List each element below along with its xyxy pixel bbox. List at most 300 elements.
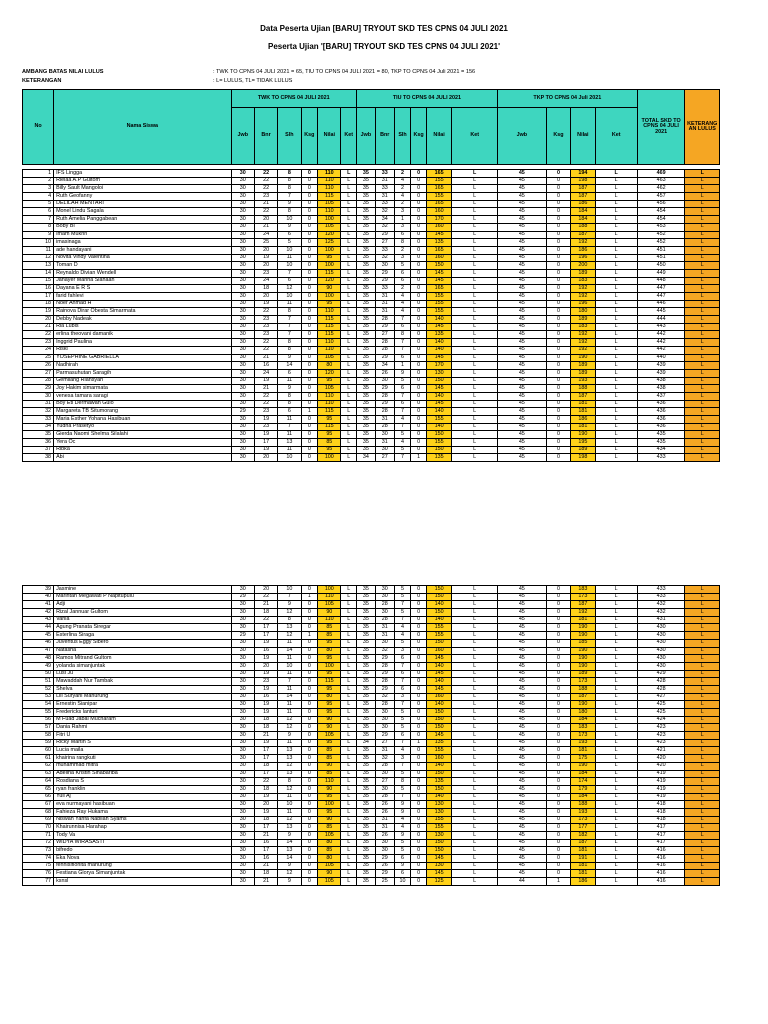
cell-tkp-nilai: 198 [571,454,595,462]
cell-tkp-ket: L [595,354,637,362]
cell-twk-bnr: 20 [254,246,277,254]
cell-tiu-slh: 2 [394,285,411,293]
cell-tkp-ksg: 1 [546,878,570,886]
cell-tiu-ket: L [452,662,498,670]
cell-keterangan: L [685,385,720,393]
cell-twk-ket: L [341,254,357,262]
cell-tiu-ket: L [452,223,498,231]
cell-no: 40 [23,593,54,601]
cell-keterangan: L [685,331,720,339]
cell-twk-jwb: 30 [231,647,254,655]
cell-no: 20 [23,316,54,324]
cell-tkp-ket: L [595,346,637,354]
cell-tkp-nilai: 187 [571,392,595,400]
cell-tiu-ket: L [452,385,498,393]
cell-tkp-nilai: 192 [571,609,595,617]
cell-tiu-bnr: 33 [375,285,394,293]
cell-twk-ksg: 0 [301,670,318,678]
cell-keterangan: L [685,639,720,647]
cell-keterangan: L [685,308,720,316]
cell-tkp-ket: L [595,200,637,208]
cell-tiu-nilai: 150 [426,586,452,594]
cell-tiu-ksg: 0 [411,855,427,863]
cell-tkp-ksg: 0 [546,246,570,254]
cell-tiu-bnr: 29 [375,269,394,277]
cell-tiu-nilai: 130 [426,862,452,870]
cell-tiu-ket: L [452,839,498,847]
cell-tiu-nilai: 155 [426,747,452,755]
cell-tiu-bnr: 30 [375,446,394,454]
cell-tkp-ksg: 0 [546,185,570,193]
table-row [23,701,720,709]
cell-twk-slh: 8 [278,208,301,216]
cell-tiu-ksg: 0 [411,616,427,624]
cell-tkp-ket: L [595,208,637,216]
cell-tiu-slh: 4 [394,824,411,832]
cell-twk-ket: L [341,685,357,693]
cell-tiu-ksg: 0 [411,285,427,293]
cell-no: 33 [23,416,54,424]
cell-twk-jwb: 30 [231,231,254,239]
cell-twk-bnr: 24 [254,277,277,285]
cell-tkp-jwb: 45 [497,662,546,670]
cell-twk-slh: 13 [278,847,301,855]
cell-tiu-ket: L [452,269,498,277]
cell-nama: Toman D [54,262,232,270]
cell-tiu-bnr: 32 [375,755,394,763]
cell-twk-ksg: 0 [301,678,318,686]
cell-twk-jwb: 30 [231,601,254,609]
cell-twk-jwb: 30 [231,701,254,709]
cell-tiu-bnr: 30 [375,262,394,270]
cell-tiu-nilai: 130 [426,801,452,809]
cell-tkp-jwb: 45 [497,369,546,377]
cell-tkp-ksg: 0 [546,678,570,686]
cell-twk-bnr: 19 [254,670,277,678]
cell-twk-bnr: 16 [254,362,277,370]
cell-total: 436 [637,423,685,431]
cell-twk-slh: 9 [278,832,301,840]
cell-tiu-jwb: 35 [357,300,376,308]
cell-tkp-nilai: 190 [571,354,595,362]
cell-tiu-nilai: 155 [426,632,452,640]
cell-tkp-nilai: 177 [571,824,595,832]
cell-nama: Adelina Kristin Sinabariba [54,770,232,778]
cell-twk-jwb: 30 [231,185,254,193]
cell-twk-bnr: 24 [254,369,277,377]
cell-keterangan: L [685,862,720,870]
cell-tiu-slh: 7 [394,739,411,747]
cell-tkp-jwb: 45 [497,323,546,331]
cell-tiu-ket: L [452,423,498,431]
cell-nama: ksnsl [54,878,232,886]
cell-twk-bnr: 22 [254,170,277,178]
cell-twk-ksg: 0 [301,878,318,886]
cell-keterangan: L [685,609,720,617]
cell-nama: YOSEPHINE GABRIELLA [54,354,232,362]
cell-twk-bnr: 23 [254,423,277,431]
cell-tiu-nilai: 130 [426,369,452,377]
cell-twk-ket: L [341,793,357,801]
cell-twk-ksg: 1 [301,632,318,640]
cell-tkp-nilai: 188 [571,685,595,693]
cell-tiu-ksg: 0 [411,709,427,717]
cell-tiu-nilai: 165 [426,200,452,208]
cell-tkp-ksg: 0 [546,392,570,400]
cell-no: 10 [23,239,54,247]
cell-tiu-jwb: 35 [357,316,376,324]
cell-tiu-ksg: 0 [411,385,427,393]
cell-tiu-nilai: 150 [426,593,452,601]
cell-tkp-jwb: 45 [497,693,546,701]
cell-twk-ksg: 0 [301,269,318,277]
cell-tkp-nilai: 190 [571,647,595,655]
cell-tiu-jwb: 35 [357,246,376,254]
cell-twk-jwb: 30 [231,446,254,454]
cell-twk-slh: 9 [278,732,301,740]
cell-twk-nilai: 110 [318,177,341,185]
cell-total: 428 [637,678,685,686]
cell-nama: Riski [54,346,232,354]
cell-twk-ksg: 0 [301,316,318,324]
cell-twk-ket: L [341,239,357,247]
cell-tiu-bnr: 31 [375,632,394,640]
cell-keterangan: L [685,593,720,601]
cell-twk-ket: L [341,300,357,308]
cell-tiu-ket: L [452,624,498,632]
cell-nama: Gemilang Riansyah [54,377,232,385]
cell-tkp-ket: L [595,316,637,324]
cell-tkp-nilai: 184 [571,770,595,778]
cell-tkp-ket: L [595,300,637,308]
cell-tiu-bnr: 29 [375,385,394,393]
cell-twk-ket: L [341,678,357,686]
cell-twk-jwb: 30 [231,655,254,663]
cell-tiu-nilai: 160 [426,755,452,763]
cell-tkp-nilai: 189 [571,316,595,324]
cell-twk-ket: L [341,193,357,201]
cell-tkp-jwb: 45 [497,408,546,416]
cell-tkp-ket: L [595,392,637,400]
cell-tkp-ket: L [595,647,637,655]
cell-twk-nilai: 90 [318,285,341,293]
cell-tiu-nilai: 150 [426,716,452,724]
cell-total: 435 [637,431,685,439]
table-row [23,346,720,354]
cell-twk-slh: 13 [278,770,301,778]
cell-twk-ksg: 1 [301,593,318,601]
cell-tkp-nilai: 185 [571,639,595,647]
cell-keterangan: L [685,446,720,454]
cell-keterangan: L [685,316,720,324]
cell-keterangan: L [685,431,720,439]
cell-no: 21 [23,323,54,331]
cell-twk-bnr: 23 [254,193,277,201]
table-row [23,847,720,855]
cell-tiu-ksg: 0 [411,862,427,870]
cell-twk-jwb: 30 [231,739,254,747]
cell-tiu-bnr: 28 [375,423,394,431]
cell-no: 36 [23,439,54,447]
cell-tkp-ksg: 0 [546,408,570,416]
cell-tiu-bnr: 31 [375,824,394,832]
cell-twk-jwb: 30 [231,832,254,840]
cell-tkp-nilai: 175 [571,755,595,763]
cell-twk-jwb: 30 [231,855,254,863]
cell-twk-nilai: 110 [318,400,341,408]
cell-twk-nilai: 115 [318,193,341,201]
cell-total: 439 [637,369,685,377]
cell-twk-jwb: 30 [231,724,254,732]
ambang-label: AMBANG BATAS NILAI LULUS [22,69,104,75]
cell-tiu-jwb: 35 [357,346,376,354]
cell-tiu-ksg: 0 [411,732,427,740]
cell-total: 430 [637,647,685,655]
cell-tiu-nilai: 145 [426,655,452,663]
cell-tkp-ket: L [595,685,637,693]
cell-twk-nilai: 95 [318,739,341,747]
cell-tiu-ksg: 0 [411,277,427,285]
cell-twk-ket: L [341,670,357,678]
cell-tiu-slh: 9 [394,801,411,809]
cell-tiu-ket: L [452,785,498,793]
cell-twk-ksg: 0 [301,362,318,370]
cell-twk-slh: 12 [278,632,301,640]
cell-tiu-ksg: 0 [411,185,427,193]
cell-twk-jwb: 30 [231,439,254,447]
cell-tkp-ket: L [595,847,637,855]
cell-tkp-nilai: 194 [571,170,595,178]
table-row [23,177,720,185]
cell-nama: muhammad mitra [54,762,232,770]
cell-tkp-jwb: 45 [497,354,546,362]
cell-tkp-nilai: 192 [571,239,595,247]
cell-keterangan: L [685,200,720,208]
cell-tiu-nilai: 145 [426,855,452,863]
table-row [23,223,720,231]
cell-tiu-ket: L [452,316,498,324]
cell-no: 3 [23,185,54,193]
cell-tkp-jwb: 45 [497,701,546,709]
table-row [23,762,720,770]
cell-twk-ksg: 0 [301,170,318,178]
cell-tkp-jwb: 45 [497,808,546,816]
cell-tkp-ksg: 0 [546,323,570,331]
cell-tiu-slh: 7 [394,392,411,400]
cell-tkp-ksg: 0 [546,308,570,316]
cell-total: 425 [637,701,685,709]
table-row [23,778,720,786]
cell-tkp-jwb: 45 [497,177,546,185]
cell-tiu-bnr: 31 [375,747,394,755]
cell-nama: Janayer Marina Siahaan [54,277,232,285]
cell-nama: Ruth Geofanny [54,193,232,201]
cell-tiu-nilai: 150 [426,262,452,270]
cell-tiu-jwb: 35 [357,323,376,331]
cell-tkp-jwb: 45 [497,685,546,693]
cell-tiu-jwb: 35 [357,770,376,778]
cell-tiu-slh: 6 [394,354,411,362]
cell-tiu-jwb: 35 [357,423,376,431]
cell-tiu-bnr: 29 [375,685,394,693]
cell-twk-jwb: 30 [231,785,254,793]
cell-tkp-ksg: 0 [546,454,570,462]
cell-total: 447 [637,285,685,293]
cell-twk-jwb: 30 [231,316,254,324]
cell-twk-ket: L [341,177,357,185]
cell-twk-ksg: 0 [301,354,318,362]
cell-twk-nilai: 125 [318,239,341,247]
cell-no: 44 [23,624,54,632]
cell-twk-bnr: 21 [254,878,277,886]
cell-tkp-nilai: 190 [571,701,595,709]
cell-twk-nilai: 85 [318,847,341,855]
cell-total: 418 [637,816,685,824]
cell-total: 442 [637,339,685,347]
cell-tkp-nilai: 188 [571,385,595,393]
cell-tiu-slh: 6 [394,385,411,393]
cell-total: 453 [637,223,685,231]
cell-no: 29 [23,385,54,393]
cell-tiu-ksg: 0 [411,269,427,277]
cell-no: 11 [23,246,54,254]
cell-tkp-ksg: 0 [546,662,570,670]
cell-tkp-ksg: 0 [546,747,570,755]
cell-no: 5 [23,200,54,208]
cell-tiu-slh: 5 [394,716,411,724]
cell-tiu-slh: 7 [394,793,411,801]
cell-twk-ket: L [341,262,357,270]
cell-tiu-bnr: 26 [375,808,394,816]
cell-keterangan: L [685,839,720,847]
cell-twk-ksg: 0 [301,685,318,693]
cell-twk-bnr: 21 [254,862,277,870]
table-row [23,362,720,370]
cell-tkp-nilai: 186 [571,878,595,886]
cell-twk-nilai: 105 [318,354,341,362]
results-table-part-2 [22,585,720,886]
cell-twk-jwb: 30 [231,392,254,400]
cell-total: 429 [637,670,685,678]
cell-tiu-slh: 6 [394,400,411,408]
cell-tiu-ksg: 0 [411,678,427,686]
cell-total: 463 [637,177,685,185]
cell-keterangan: L [685,732,720,740]
cell-total: 418 [637,801,685,809]
cell-tiu-jwb: 35 [357,878,376,886]
cell-total: 419 [637,785,685,793]
cell-tkp-jwb: 45 [497,678,546,686]
cell-tiu-slh: 3 [394,647,411,655]
cell-twk-jwb: 30 [231,331,254,339]
cell-twk-ksg: 0 [301,747,318,755]
cell-tkp-ksg: 0 [546,670,570,678]
results-table-header [22,89,720,165]
table-row [23,824,720,832]
cell-tiu-jwb: 35 [357,832,376,840]
cell-tiu-nilai: 150 [426,431,452,439]
cell-tiu-bnr: 29 [375,870,394,878]
cell-total: 444 [637,316,685,324]
cell-twk-bnr: 23 [254,316,277,324]
cell-twk-ket: L [341,293,357,301]
cell-tiu-ket: L [452,616,498,624]
cell-twk-ket: L [341,647,357,655]
cell-tkp-ksg: 0 [546,855,570,863]
cell-no: 14 [23,269,54,277]
cell-twk-jwb: 30 [231,354,254,362]
cell-total: 451 [637,246,685,254]
cell-twk-nilai: 110 [318,308,341,316]
cell-tiu-nilai: 145 [426,385,452,393]
table-row [23,454,720,462]
cell-tiu-bnr: 33 [375,246,394,254]
cell-tkp-ksg: 0 [546,346,570,354]
cell-keterangan: L [685,392,720,400]
cell-no: 18 [23,300,54,308]
cell-tkp-ksg: 0 [546,239,570,247]
cell-twk-ket: L [341,216,357,224]
cell-keterangan: L [685,177,720,185]
cell-twk-ksg: 0 [301,254,318,262]
cell-nama: bifredo [54,847,232,855]
cell-nama: Boy Eti Dermawan Gulo [54,400,232,408]
cell-twk-jwb: 30 [231,339,254,347]
cell-no: 63 [23,770,54,778]
cell-tiu-bnr: 31 [375,193,394,201]
cell-total: 416 [637,878,685,886]
table-row [23,277,720,285]
cell-tkp-nilai: 184 [571,208,595,216]
cell-total: 420 [637,762,685,770]
cell-tiu-slh: 9 [394,832,411,840]
table-row [23,655,720,663]
table-row [23,878,720,886]
cell-tiu-ket: L [452,408,498,416]
table-row [23,200,720,208]
cell-twk-bnr: 19 [254,377,277,385]
cell-twk-nilai: 100 [318,293,341,301]
cell-twk-ksg: 0 [301,824,318,832]
cell-twk-ksg: 0 [301,331,318,339]
cell-tiu-ksg: 0 [411,339,427,347]
cell-tiu-ket: L [452,446,498,454]
cell-twk-ket: L [341,454,357,462]
cell-tiu-ket: L [452,685,498,693]
cell-tkp-ket: L [595,446,637,454]
cell-tiu-bnr: 33 [375,185,394,193]
cell-twk-jwb: 30 [231,170,254,178]
cell-tiu-jwb: 35 [357,601,376,609]
cell-tkp-ket: L [595,878,637,886]
cell-tkp-ksg: 0 [546,724,570,732]
cell-twk-slh: 11 [278,709,301,717]
cell-twk-ksg: 0 [301,870,318,878]
cell-tkp-nilai: 193 [571,377,595,385]
cell-keterangan: L [685,246,720,254]
cell-tiu-nilai: 155 [426,177,452,185]
cell-keterangan: L [685,678,720,686]
cell-twk-bnr: 19 [254,808,277,816]
cell-twk-slh: 11 [278,701,301,709]
cell-keterangan: L [685,369,720,377]
cell-tiu-jwb: 35 [357,678,376,686]
cell-no: 61 [23,755,54,763]
cell-twk-slh: 7 [278,323,301,331]
cell-tkp-ket: L [595,431,637,439]
cell-total: 447 [637,293,685,301]
cell-tkp-nilai: 190 [571,762,595,770]
